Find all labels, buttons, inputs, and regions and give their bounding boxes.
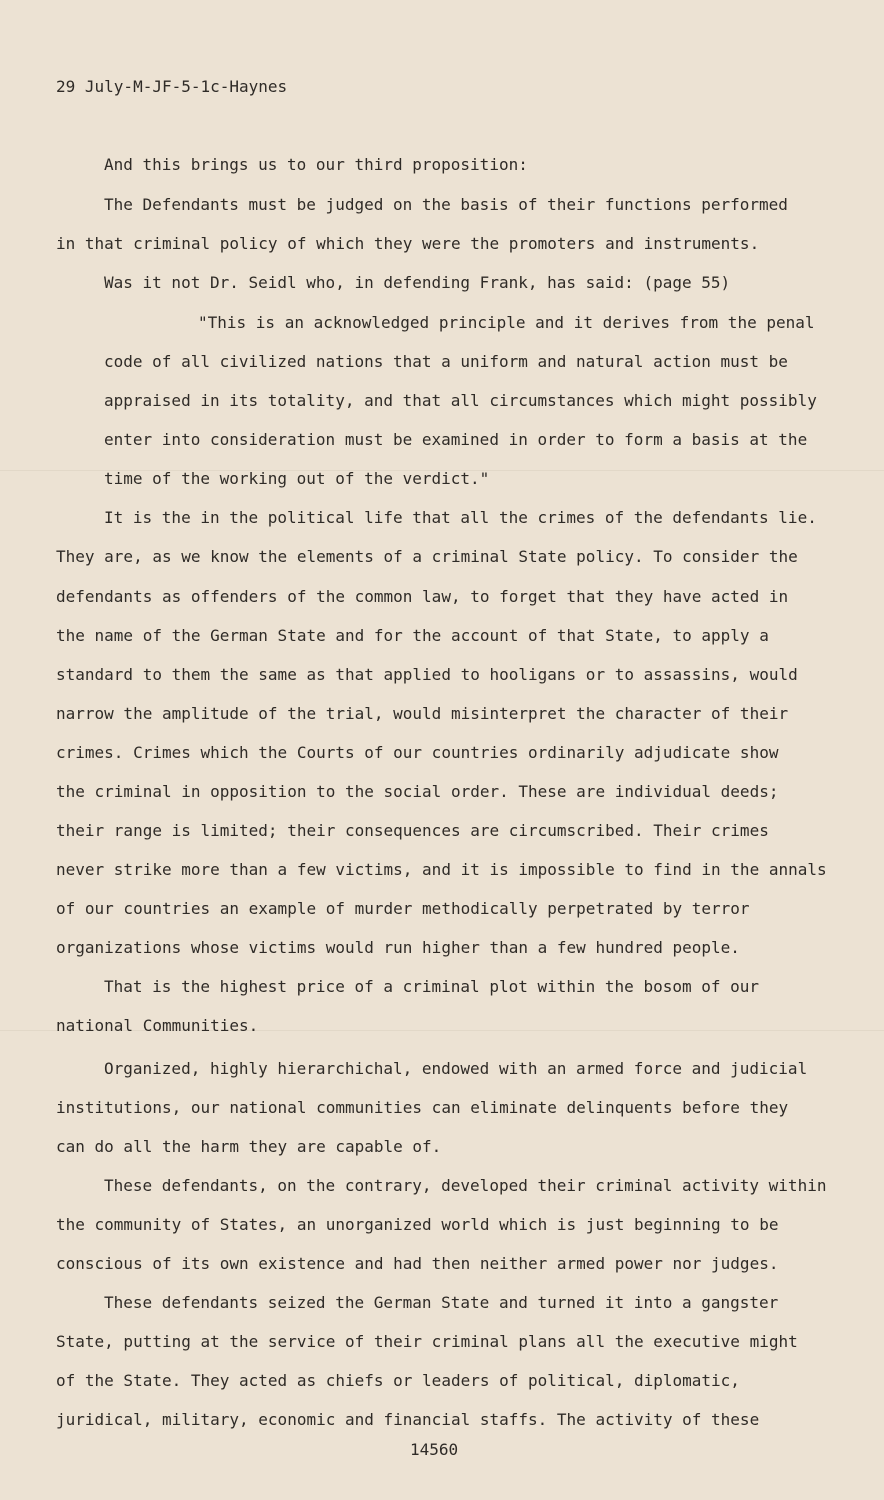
text-line: standard to them the same as that applied to hooligans or to assassins, would bbox=[56, 665, 798, 684]
text-line: juridical, military, economic and financial staffs. The activity of these bbox=[56, 1410, 760, 1429]
text-line: Was it not Dr. Seidl who, in defending Frank, has said: (page 55) bbox=[104, 273, 731, 292]
text-line: national Communities. bbox=[56, 1016, 259, 1035]
text-line: can do all the harm they are capable of. bbox=[56, 1137, 442, 1156]
text-line: conscious of its own existence and had then neither armed power nor judges. bbox=[56, 1254, 779, 1273]
quote-line: enter into consideration must be examined in order to form a basis at the bbox=[104, 430, 808, 449]
text-line: State, putting at the service of their criminal plans all the executive might bbox=[56, 1332, 798, 1351]
quote-line: "This is an acknowledged principle and it derives from the penal bbox=[198, 313, 815, 332]
text-line: Organized, highly hierarchichal, endowed with an armed force and judicial bbox=[104, 1059, 808, 1078]
text-line: And this brings us to our third proposition: bbox=[104, 155, 528, 174]
quote-line: time of the working out of the verdict." bbox=[104, 469, 490, 488]
text-line: These defendants seized the German State and turned it into a gangster bbox=[104, 1293, 779, 1312]
text-line: their range is limited; their consequences are circumscribed. Their crimes bbox=[56, 821, 769, 840]
text-line: The Defendants must be judged on the basis of their functions performed bbox=[104, 195, 788, 214]
text-line: institutions, our national communities can eliminate delinquents before they bbox=[56, 1098, 789, 1117]
text-line: in that criminal policy of which they were the promoters and instruments. bbox=[56, 234, 760, 253]
text-line: narrow the amplitude of the trial, would misinterpret the character of their bbox=[56, 704, 789, 723]
quote-line: code of all civilized nations that a uniform and natural action must be bbox=[104, 352, 788, 371]
page-header: 29 July-M-JF-5-1c-Haynes bbox=[56, 77, 288, 96]
text-line: defendants as offenders of the common law, to forget that they have acted in bbox=[56, 587, 789, 606]
page-number: 14560 bbox=[410, 1440, 459, 1459]
quote-line: appraised in its totality, and that all circumstances which might possibly bbox=[104, 391, 817, 410]
text-line: the criminal in opposition to the social order. These are individual deeds; bbox=[56, 782, 779, 801]
text-line: They are, as we know the elements of a criminal State policy. To consider the bbox=[56, 547, 798, 566]
text-line: That is the highest price of a criminal plot within the bosom of our bbox=[104, 977, 760, 996]
text-line: the community of States, an unorganized world which is just beginning to be bbox=[56, 1215, 779, 1234]
text-line: These defendants, on the contrary, developed their criminal activity within bbox=[104, 1176, 827, 1195]
text-line: of our countries an example of murder methodically perpetrated by terror bbox=[56, 899, 750, 918]
text-line: never strike more than a few victims, and it is impossible to find in the annals bbox=[56, 860, 827, 879]
text-line: the name of the German State and for the account of that State, to apply a bbox=[56, 626, 769, 645]
text-line: crimes. Crimes which the Courts of our countries ordinarily adjudicate show bbox=[56, 743, 779, 762]
text-line: It is the in the political life that all the crimes of the defendants lie. bbox=[104, 508, 817, 527]
text-line: of the State. They acted as chiefs or leaders of political, diplomatic, bbox=[56, 1371, 740, 1390]
text-line: organizations whose victims would run higher than a few hundred people. bbox=[56, 938, 740, 957]
